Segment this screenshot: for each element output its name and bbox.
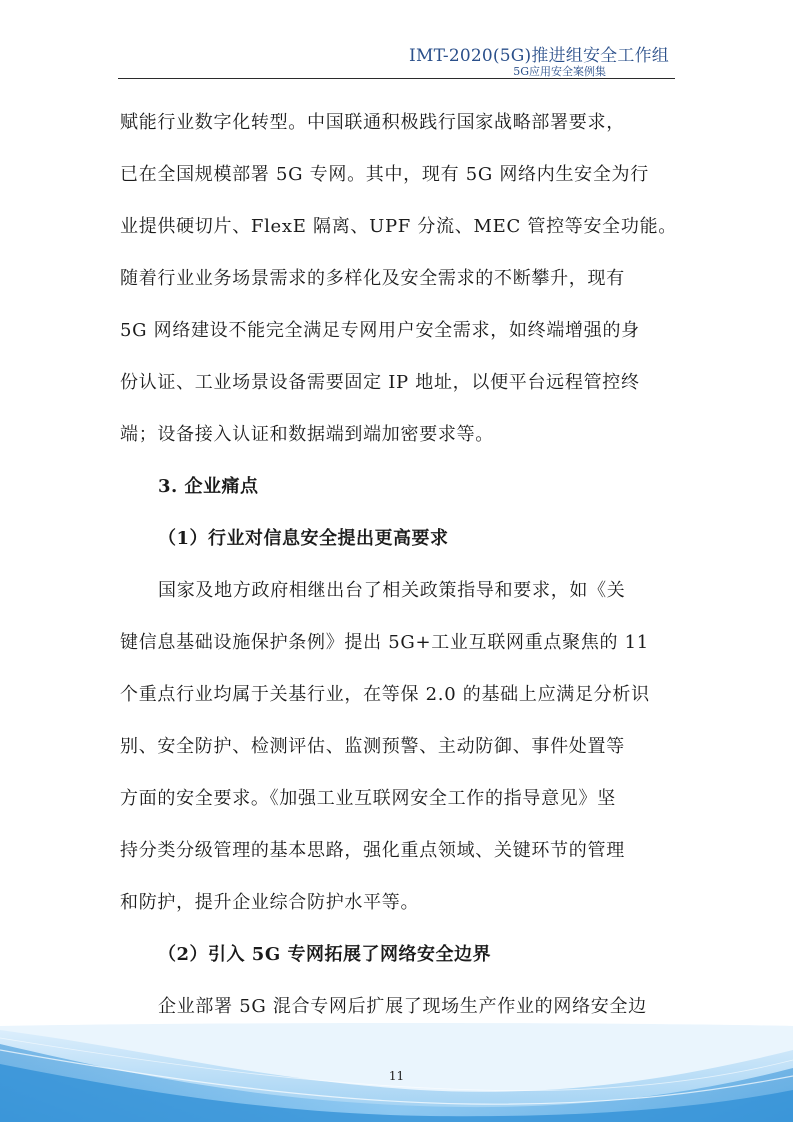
paragraph-1-line: 份认证、工业场景设备需要固定 IP 地址，以便平台远程管控终 (120, 372, 640, 393)
paragraph-1-line: 随着行业业务场景需求的多样化及安全需求的不断攀升，现有 (120, 268, 625, 289)
page-number: 11 (388, 1069, 405, 1083)
paragraph-1-line: 赋能行业数字化转型。中国联通积极践行国家战略部署要求， (120, 112, 625, 133)
paragraph-3-line: 企业部署 5G 混合专网后扩展了现场生产作业的网络安全边 (158, 996, 647, 1017)
header-title: IMT-2020(5G)推进组安全工作组 (409, 46, 669, 66)
paragraph-2-line: 国家及地方政府相继出台了相关政策指导和要求，如《关 (158, 580, 626, 601)
subheading-1: （1）行业对信息安全提出更高要求 (158, 528, 449, 549)
paragraph-2-line: 别、安全防护、检测评估、监测预警、主动防御、事件处置等 (120, 736, 625, 757)
header-divider (118, 78, 675, 79)
paragraph-1-line: 端；设备接入认证和数据端到端加密要求等。 (120, 424, 494, 445)
paragraph-2-line: 个重点行业均属于关基行业，在等保 2.0 的基础上应满足分析识 (120, 684, 650, 705)
paragraph-2-line: 方面的安全要求。《加强工业互联网安全工作的指导意见》坚 (120, 788, 616, 809)
paragraph-1-line: 5G 网络建设不能完全满足专网用户安全需求，如终端增强的身 (120, 320, 640, 341)
paragraph-1-line: 业提供硬切片、FlexE 隔离、UPF 分流、MEC 管控等安全功能。 (120, 216, 677, 237)
section-heading: 3. 企业痛点 (158, 476, 259, 497)
paragraph-2-line: 和防护，提升企业综合防护水平等。 (120, 892, 420, 913)
paragraph-2-line: 持分类分级管理的基本思路，强化重点领域、关键环节的管理 (120, 840, 625, 861)
header-subtitle: 5G应用安全案例集 (513, 65, 606, 78)
document-body (120, 97, 682, 1033)
paragraph-1-line: 已在全国规模部署 5G 专网。其中，现有 5G 网络内生安全为行 (120, 164, 649, 185)
paragraph-2-line: 键信息基础设施保护条例》提出 5G+工业互联网重点聚焦的 11 (120, 632, 649, 653)
subheading-2: （2）引入 5G 专网拓展了网络安全边界 (158, 944, 491, 965)
